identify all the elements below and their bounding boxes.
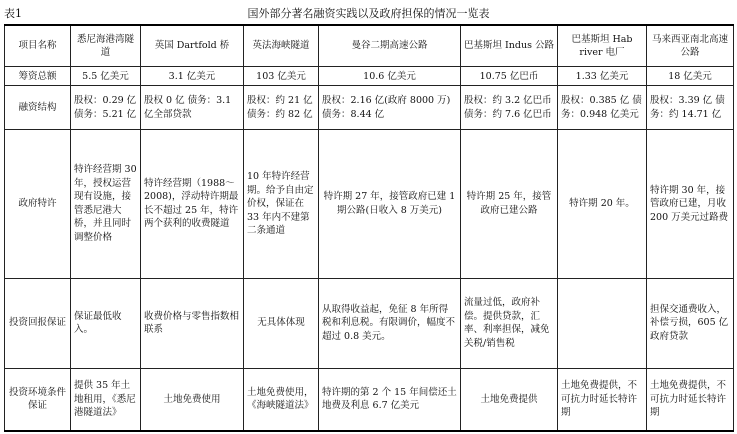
cell-name-bangkok: 曼谷二期高速公路 — [319, 25, 461, 67]
cell-total-dartford: 3.1 亿美元 — [141, 67, 244, 86]
cell-environment-bangkok: 特许期的第 2 个 15 年间偿还土地费及利息 6.7 亿美元 — [319, 368, 461, 431]
cell-structure-hab-river: 股权：0.385 亿 债务：0.948 亿美元 — [558, 86, 647, 130]
cell-name-malaysia: 马来西亚南北高速公路 — [647, 25, 734, 67]
row-head-government-concession: 政府特许 — [5, 130, 71, 279]
cell-name-indus: 巴基斯坦 Indus 公路 — [461, 25, 558, 67]
cell-name-channel-tunnel: 英法海峡隧道 — [244, 25, 319, 67]
cell-total-indus: 10.75 亿巴币 — [461, 67, 558, 86]
cell-guarantee-indus: 流量过低，政府补偿。提供贷款，汇率、利率担保，减免关税/销售税 — [461, 278, 558, 368]
cell-name-hab-river: 巴基斯坦 Hab river 电厂 — [558, 25, 647, 67]
cell-structure-channel-tunnel: 股权：约 21 亿 债务：约 82 亿 — [244, 86, 319, 130]
table-caption — [4, 2, 733, 24]
cell-structure-malaysia: 股权：3.39 亿 债务：约 14.71 亿 — [647, 86, 734, 130]
cell-concession-malaysia: 特许期 30 年，接管政府已建，月收 200 万美元过路费 — [647, 130, 734, 279]
cell-concession-channel-tunnel: 10 年特许经营期。给予自由定价权，保证在 33 年内不建第二条通道 — [244, 130, 319, 279]
cell-concession-dartford: 特许经营期（1988～2008)，浮动特许期最长不超过 25 年，特许两个获利的收费隧道 — [141, 130, 244, 279]
cell-guarantee-malaysia: 担保交通费收入，补偿亏损，605 亿政府贷款 — [647, 278, 734, 368]
cell-concession-indus: 特许期 25 年，接管政府已建公路 — [461, 130, 558, 279]
cell-guarantee-sydney: 保证最低收入。 — [71, 278, 141, 368]
cell-concession-hab-river: 特许期 20 年。 — [558, 130, 647, 279]
row-investment-environment — [5, 368, 734, 431]
cell-structure-indus: 股权：约 3.2 亿巴币 债务：约 7.6 亿巴币 — [461, 86, 558, 130]
row-total-financing — [5, 67, 734, 86]
cell-guarantee-hab-river — [558, 278, 647, 368]
row-financing-structure — [5, 86, 734, 130]
cell-total-bangkok: 10.6 亿美元 — [319, 67, 461, 86]
cell-total-sydney: 5.5 亿美元 — [71, 67, 141, 86]
cell-environment-malaysia: 土地免费提供，不可抗力时延长特许期 — [647, 368, 734, 431]
row-government-concession — [5, 130, 734, 279]
cell-name-sydney: 悉尼海港湾隧道 — [71, 25, 141, 67]
cell-total-channel-tunnel: 103 亿美元 — [244, 67, 319, 86]
cell-environment-indus: 土地免费提供 — [461, 368, 558, 431]
projects-table — [4, 24, 734, 432]
cell-environment-hab-river: 土地免费提供，不可抗力时延长特许期 — [558, 368, 647, 431]
row-project-name — [5, 25, 734, 67]
cell-name-dartford: 英国 Dartfold 桥 — [141, 25, 244, 67]
table-title: 国外部分著名融资实践以及政府担保的情况一览表 — [247, 7, 490, 20]
row-head-return-guarantee: 投资回报保证 — [5, 278, 71, 368]
cell-environment-sydney: 提供 35 年土地租用，《悉尼港隧道法》 — [71, 368, 141, 431]
table-number: 表1 — [4, 7, 22, 20]
cell-guarantee-channel-tunnel: 无具体体现 — [244, 278, 319, 368]
cell-concession-bangkok: 特许期 27 年，接管政府已建 1 期公路(日收入 8 万美元) — [319, 130, 461, 279]
cell-total-hab-river: 1.33 亿美元 — [558, 67, 647, 86]
cell-total-malaysia: 18 亿美元 — [647, 67, 734, 86]
cell-concession-sydney: 特许经营期 30 年，授权运营现有设施，接管悉尼港大桥，并且同时调整价格 — [71, 130, 141, 279]
row-return-guarantee — [5, 278, 734, 368]
cell-environment-channel-tunnel: 土地免费使用，《海峡隧道法》 — [244, 368, 319, 431]
cell-structure-dartford: 股权 0 亿 债务：3.1 亿全部贷款 — [141, 86, 244, 130]
row-head-total-financing: 筹资总额 — [5, 67, 71, 86]
row-head-project-name: 项目名称 — [5, 25, 71, 67]
cell-structure-bangkok: 股权：2.16 亿(政府 8000 万) 债务：8.44 亿 — [319, 86, 461, 130]
row-head-financing-structure: 融资结构 — [5, 86, 71, 130]
cell-environment-dartford: 土地免费使用 — [141, 368, 244, 431]
cell-guarantee-bangkok: 从取得收益起，免征 8 年所得税和利息税。有限调价，幅度不超过 0.8 美元。 — [319, 278, 461, 368]
row-head-investment-environment: 投资环境条件保证 — [5, 368, 71, 431]
cell-structure-sydney: 股权：0.29 亿 债务：5.21 亿 — [71, 86, 141, 130]
cell-guarantee-dartford: 收费价格与零售指数相联系 — [141, 278, 244, 368]
